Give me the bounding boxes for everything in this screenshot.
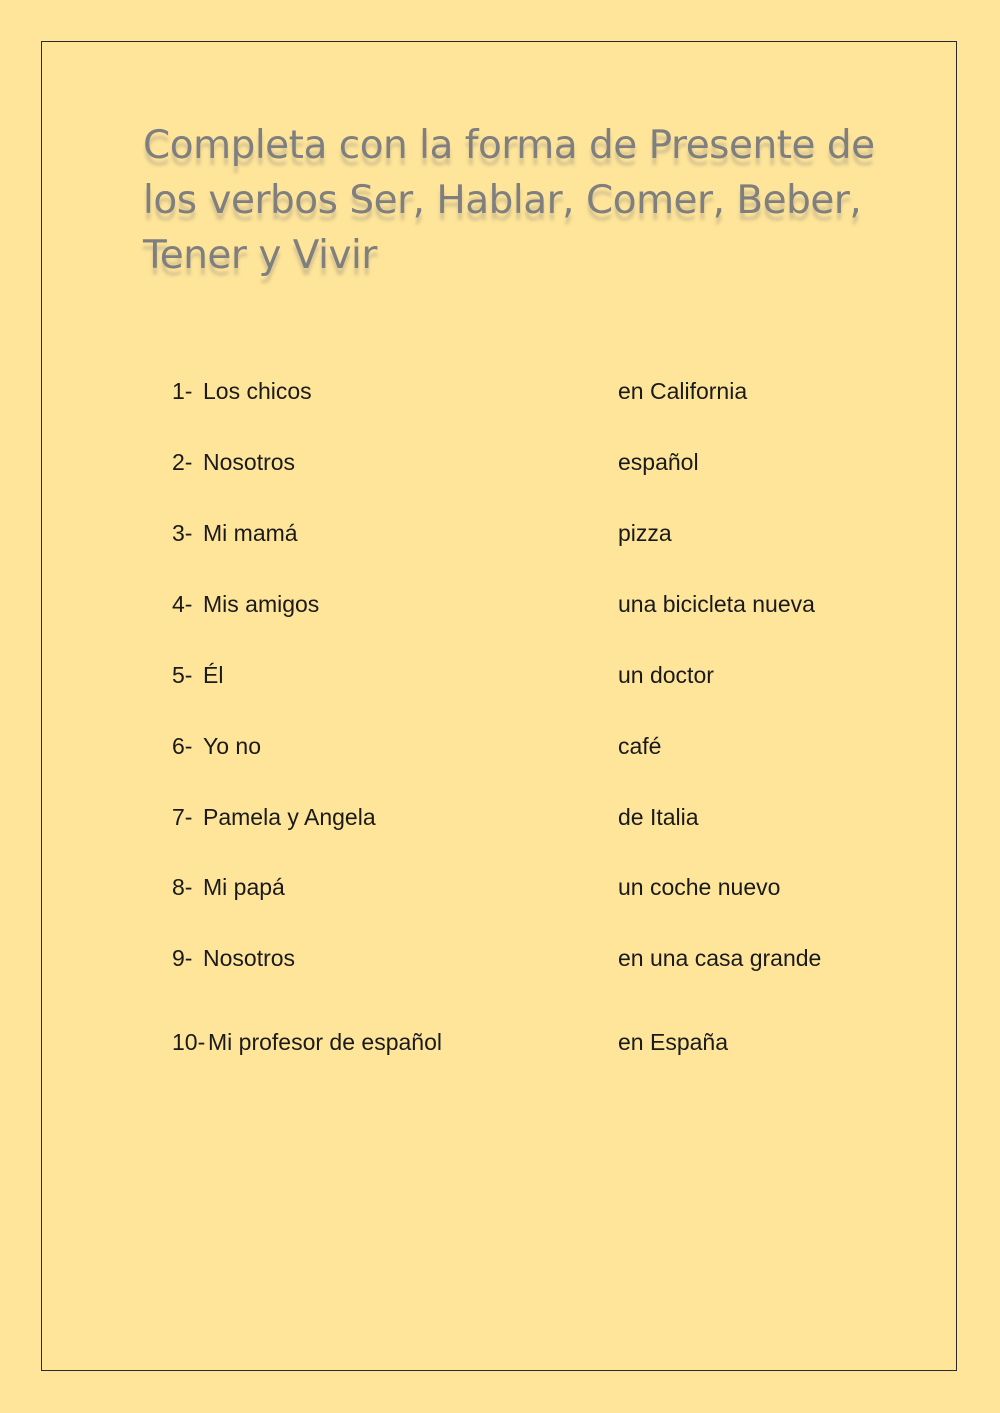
item-subject: Mi mamá <box>203 520 298 546</box>
exercise-item-10 <box>0 1022 1000 1062</box>
item-complement: una bicicleta nueva <box>618 591 815 617</box>
exercise-item-8 <box>0 867 1000 907</box>
exercise-item-7 <box>0 797 1000 837</box>
exercise-item-4 <box>0 584 1000 624</box>
item-subject: Mi papá <box>203 874 285 900</box>
item-number: 8- <box>172 874 193 900</box>
exercise-item-1 <box>0 371 1000 411</box>
item-subject: Mis amigos <box>203 591 320 617</box>
item-complement: en una casa grande <box>618 945 822 971</box>
exercise-item-2 <box>0 442 1000 482</box>
item-subject: Los chicos <box>203 378 312 404</box>
answer-blank[interactable] <box>470 521 600 547</box>
item-number: 2- <box>172 449 193 475</box>
answer-blank[interactable] <box>470 734 600 760</box>
exercise-item-3 <box>0 513 1000 553</box>
item-complement: en California <box>618 378 748 404</box>
exercise-item-5 <box>0 655 1000 695</box>
item-complement: café <box>618 733 662 759</box>
answer-blank[interactable] <box>470 946 600 972</box>
item-number: 6- <box>172 733 193 759</box>
answer-blank[interactable] <box>470 450 600 476</box>
item-subject: Pamela y Angela <box>203 804 376 830</box>
item-subject: Yo no <box>203 733 261 759</box>
exercise-item-6 <box>0 726 1000 766</box>
answer-blank[interactable] <box>470 875 600 901</box>
item-complement: español <box>618 449 699 475</box>
answer-blank[interactable] <box>470 663 600 689</box>
item-number: 3- <box>172 520 193 546</box>
item-number: 1- <box>172 378 193 404</box>
item-complement: pizza <box>618 520 672 546</box>
item-complement: un doctor <box>618 662 714 688</box>
answer-blank[interactable] <box>470 379 600 405</box>
answer-blank[interactable] <box>470 1030 600 1056</box>
item-complement: de Italia <box>618 804 699 830</box>
answer-blank[interactable] <box>470 805 600 831</box>
item-complement: en España <box>618 1029 728 1055</box>
item-complement: un coche nuevo <box>618 874 781 900</box>
item-number: 10- <box>172 1029 206 1055</box>
item-subject: Nosotros <box>203 449 296 475</box>
item-number: 9- <box>172 945 193 971</box>
worksheet-title: Completa con la forma de Presente de los verbos Ser, Hablar, Comer, Beber, Tener y Vivir <box>143 123 875 278</box>
item-subject: Él <box>203 662 224 688</box>
exercise-item-9 <box>0 938 1000 978</box>
item-number: 4- <box>172 591 193 617</box>
item-subject: Nosotros <box>203 945 296 971</box>
item-subject: Mi profesor de español <box>208 1029 442 1055</box>
item-number: 5- <box>172 662 193 688</box>
item-number: 7- <box>172 804 193 830</box>
answer-blank[interactable] <box>470 592 600 618</box>
